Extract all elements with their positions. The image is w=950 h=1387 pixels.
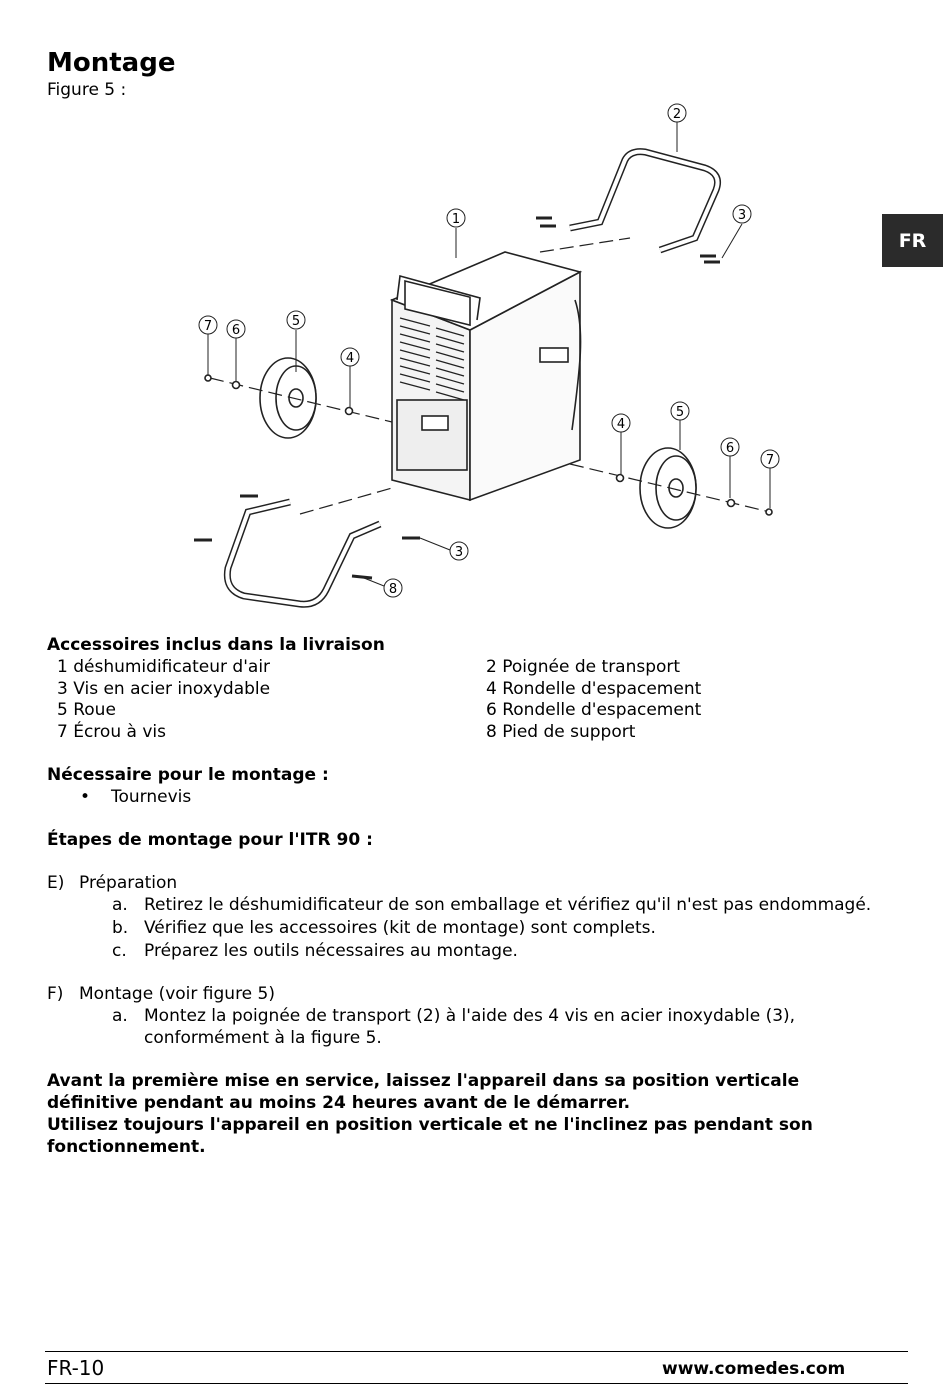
accessory-item: 7 Écrou à vis (57, 722, 166, 742)
page-number: FR-10 (47, 1356, 105, 1380)
callout-7-right (761, 450, 779, 468)
accessory-item: 2 Poignée de transport (486, 657, 681, 677)
bullet-icon: • (80, 787, 91, 807)
step-text: Préparez les outils nécessaires au montage. (144, 941, 518, 961)
accessory-item: 3 Vis en acier inoxydable (57, 679, 271, 699)
warning-text: fonctionnement. (47, 1137, 206, 1157)
warning-text: définitive pendant au moins 24 heures avant de le démarrer. (47, 1093, 631, 1113)
warning-text: Utilisez toujours l'appareil en position verticale et ne l'inclinez pas pendant son (47, 1115, 813, 1135)
svg-text:5: 5 (675, 405, 685, 420)
svg-text:8: 8 (388, 582, 398, 597)
step-text: conformément à la figure 5. (144, 1028, 382, 1048)
callout-7-left (199, 316, 217, 334)
callout-5-right (671, 402, 689, 420)
svg-text:5: 5 (291, 314, 301, 329)
callout-2 (668, 104, 686, 122)
step-marker: b. (112, 918, 129, 938)
accessory-item: 4 Rondelle d'espacement (486, 679, 702, 699)
dehumidifier-body (392, 252, 581, 500)
callout-1 (447, 209, 465, 227)
svg-text:1: 1 (451, 212, 461, 227)
callout-6-right (721, 438, 739, 456)
svg-text:2: 2 (672, 107, 682, 122)
section-title: Montage (voir figure 5) (79, 984, 275, 1004)
svg-text:7: 7 (203, 319, 213, 334)
required-heading: Nécessaire pour le montage : (47, 765, 329, 785)
accessory-item: 8 Pied de support (486, 722, 636, 742)
accessory-item: 6 Rondelle d'espacement (486, 700, 702, 720)
support-leg (227, 502, 380, 604)
callout-3-bottom (450, 542, 468, 560)
callout-4-left (341, 348, 359, 366)
svg-text:6: 6 (231, 323, 241, 338)
svg-text:3: 3 (737, 208, 747, 223)
callout-4-right (612, 414, 630, 432)
wheel-left (260, 358, 316, 438)
step-marker: a. (112, 895, 128, 915)
step-text: Vérifiez que les accessoires (kit de montage) sont complets. (144, 918, 656, 938)
language-tab (882, 214, 943, 267)
section-marker: F) (47, 984, 64, 1004)
callout-5-left (287, 311, 305, 329)
warning-text: Avant la première mise en service, laissez l'appareil dans sa position verticale (47, 1071, 800, 1091)
svg-text:4: 4 (345, 351, 355, 366)
footer-divider-bottom (45, 1383, 908, 1384)
section-marker: E) (47, 873, 65, 893)
step-marker: c. (112, 941, 127, 961)
assembly-figure (180, 100, 800, 610)
svg-text:6: 6 (725, 441, 735, 456)
footer-url: www.comedes.com (662, 1359, 846, 1379)
step-marker: a. (112, 1006, 128, 1026)
accessory-item: 1 déshumidificateur d'air (57, 657, 271, 677)
svg-text:7: 7 (765, 453, 775, 468)
language-tab-label: FR (898, 229, 927, 252)
svg-text:4: 4 (616, 417, 626, 432)
section-title: Préparation (79, 873, 178, 893)
step-text: Retirez le déshumidificateur de son emballage et vérifiez qu'il n'est pas endommagé. (144, 895, 872, 915)
accessory-item: 5 Roue (57, 700, 116, 720)
accessories-heading: Accessoires inclus dans la livraison (47, 635, 385, 655)
required-item: Tournevis (111, 787, 192, 807)
page-title: Montage (47, 48, 176, 78)
callout-6-left (227, 320, 245, 338)
figure-label: Figure 5 : (47, 80, 127, 100)
step-text: Montez la poignée de transport (2) à l'aide des 4 vis en acier inoxydable (3), (144, 1006, 796, 1026)
callout-3-top (733, 205, 751, 223)
footer-divider (45, 1351, 908, 1352)
steps-heading: Étapes de montage pour l'ITR 90 : (47, 830, 373, 850)
svg-text:3: 3 (454, 545, 464, 560)
callout-8 (384, 579, 402, 597)
